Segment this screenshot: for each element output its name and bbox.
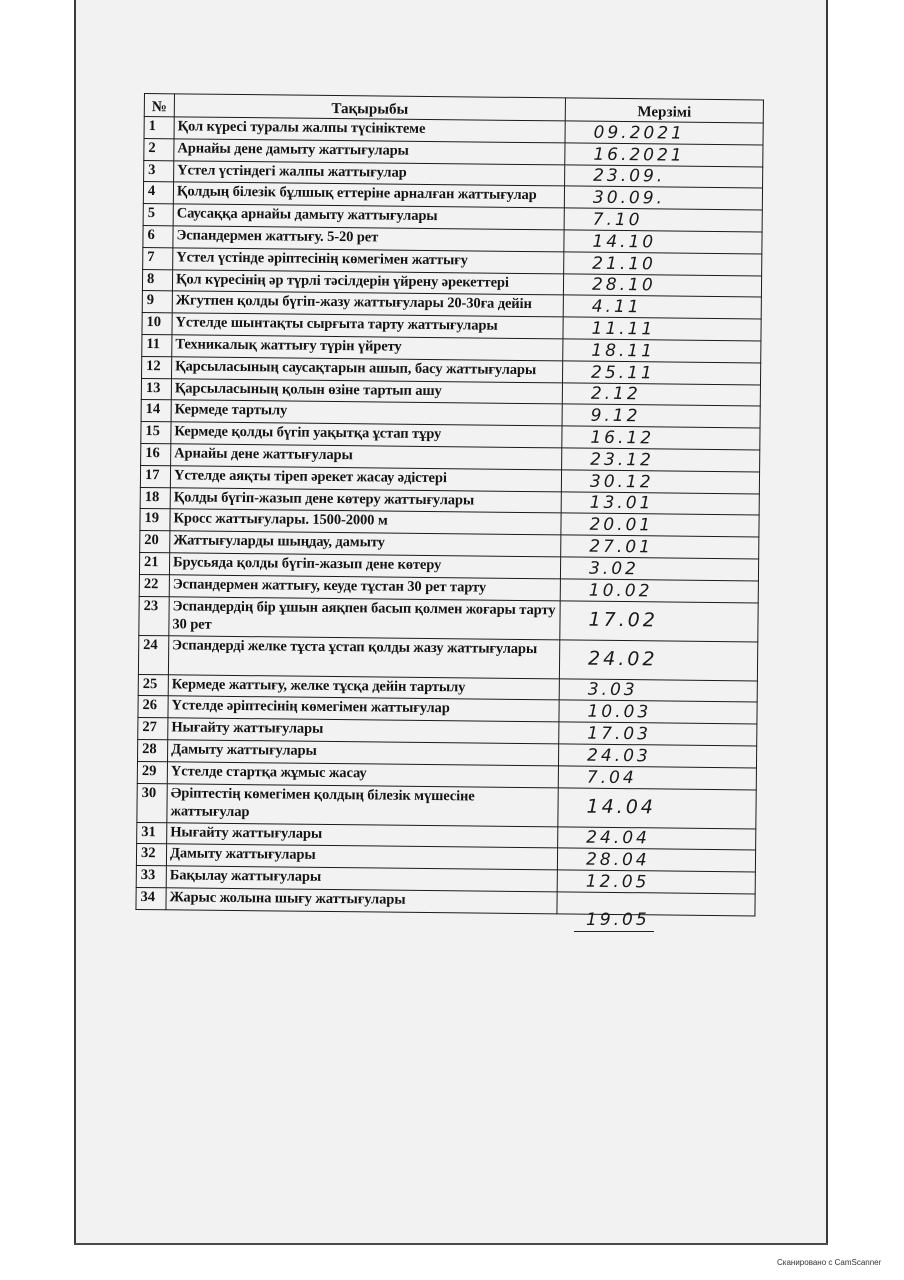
- row-topic: Қарсыласының саусақтарын ашып, басу жаттығулары: [172, 357, 563, 383]
- row-date: 25.11: [562, 361, 760, 385]
- row-number: 34: [136, 887, 166, 909]
- row-topic: Бақылау жаттығулары: [166, 866, 557, 892]
- row-number: 30: [137, 783, 167, 822]
- page-border-right: [826, 0, 828, 1245]
- row-topic: Кермеде тартылу: [171, 400, 562, 426]
- row-topic: Эспандерді желке тұста ұстап қолды жазу жаттығулары: [168, 635, 559, 678]
- row-topic: Нығайту жаттығулары: [168, 718, 559, 744]
- row-topic: Саусаққа арнайы дамыту жаттығулары: [173, 204, 564, 230]
- row-topic: Қол күресінің әр түрлі тәсілдерін үйрену әрекеттері: [172, 269, 563, 295]
- row-number: 2: [144, 138, 174, 160]
- row-topic: Қарсыласының қолын өзіне тартып ашу: [171, 378, 562, 404]
- row-topic: Эспандермен жаттығу, кеуде тұстан 30 рет тарту: [169, 575, 560, 601]
- row-date: 23.09.: [565, 165, 763, 189]
- row-topic: Нығайту жаттығулары: [167, 822, 558, 848]
- row-date: 9.12: [562, 404, 760, 428]
- row-topic: Әріптестің көмегімен қолдың білезік мүшесіне жаттығулар: [167, 783, 558, 826]
- row-date: 20.01: [561, 513, 759, 537]
- row-number: 10: [142, 313, 172, 335]
- row-topic: Үстелде шынтақты сырғыта тарту жаттығулары: [172, 313, 563, 339]
- row-date: 10.03: [559, 700, 757, 724]
- row-date: 18.11: [563, 339, 761, 363]
- row-number: 31: [137, 822, 167, 844]
- row-number: 20: [140, 531, 170, 553]
- handwritten-date-extra: 19.05: [586, 910, 650, 930]
- row-date: 7.10: [564, 208, 762, 232]
- row-topic: Қолдың білезік бұлшық еттеріне арналған жаттығулар: [173, 182, 564, 208]
- row-topic: Жгутпен қолды бүгіп-жазу жаттығулары 20-30ға дейін: [172, 291, 563, 317]
- header-topic: Тақырыбы: [174, 94, 565, 121]
- row-topic: Арнайы дене дамыту жаттығулары: [174, 139, 565, 165]
- row-number: 9: [142, 291, 172, 313]
- row-topic: Кермеде жаттығу, желке тұсқа дейін тартылу: [168, 674, 559, 700]
- table-row: [139, 596, 758, 641]
- row-number: 16: [141, 443, 171, 465]
- row-date: 7.04: [558, 766, 756, 790]
- row-date: 16.2021: [565, 143, 763, 167]
- row-number: 22: [139, 574, 169, 596]
- table-row: [138, 635, 757, 680]
- row-number: 3: [144, 160, 174, 182]
- scanner-watermark: Сканировано с CamScanner: [777, 1258, 882, 1267]
- row-date: 2.12: [562, 382, 760, 406]
- row-number: 21: [139, 552, 169, 574]
- header-date: Мерзімі: [565, 98, 763, 123]
- row-date: 4.11: [563, 295, 761, 319]
- row-date: 3.02: [560, 557, 758, 581]
- row-date: 3.03: [559, 678, 757, 702]
- page-border-bottom: [74, 1243, 828, 1245]
- row-date: 24.02: [559, 639, 757, 680]
- row-number: 29: [137, 761, 167, 783]
- row-topic: Үстелде аяқты тіреп әрекет жасау әдістері: [170, 466, 561, 492]
- row-topic: Дамыту жаттығулары: [166, 844, 557, 870]
- row-date: 21.10: [564, 252, 762, 276]
- row-topic: Жаттығуларды шыңдау, дамыту: [170, 531, 561, 557]
- row-topic: Эспандердің бір ұшын аяқпен басып қолмен жоғары тарту 30 рет: [169, 596, 560, 639]
- row-date: 28.04: [557, 848, 755, 872]
- row-number: 6: [143, 225, 173, 247]
- row-number: 18: [140, 487, 170, 509]
- row-date: 16.12: [562, 426, 760, 450]
- schedule-table: [135, 93, 764, 916]
- row-topic: Техникалық жаттығу түрін үйрету: [172, 335, 563, 361]
- row-number: 17: [140, 465, 170, 487]
- row-topic: Жарыс жолына шығу жаттығулары: [166, 888, 557, 914]
- row-number: 11: [142, 334, 172, 356]
- row-number: 25: [138, 674, 168, 696]
- row-date: 27.01: [561, 535, 759, 559]
- row-number: 7: [143, 247, 173, 269]
- row-date: 30.09.: [564, 186, 762, 210]
- row-number: 14: [141, 400, 171, 422]
- row-number: 19: [140, 509, 170, 531]
- row-date: 30.12: [561, 470, 759, 494]
- row-date: 28.10: [563, 273, 761, 297]
- row-number: 15: [141, 422, 171, 444]
- row-topic: Қол күресі туралы жалпы түсініктеме: [174, 117, 565, 143]
- row-number: 26: [138, 696, 168, 718]
- row-number: 4: [143, 182, 173, 204]
- row-number: 24: [138, 635, 168, 674]
- row-topic: Үстелде әріптесінің көмегімен жаттығулар: [168, 696, 559, 722]
- row-date: 17.03: [559, 722, 757, 746]
- row-number: 12: [142, 356, 172, 378]
- row-topic: Арнайы дене жаттығулары: [171, 444, 562, 470]
- row-topic: Дамыту жаттығулары: [168, 740, 559, 766]
- row-date: 24.04: [558, 826, 756, 850]
- row-topic: Кермеде қолды бүгіп уақытқа ұстап тұру: [171, 422, 562, 448]
- row-topic: Үстел үстіндегі жалпы жаттығулар: [174, 160, 565, 186]
- row-date: 09.2021: [565, 121, 763, 145]
- row-number: 32: [136, 844, 166, 866]
- row-topic: Үстелде стартқа жұмыс жасау: [167, 762, 558, 788]
- row-topic: Қолды бүгіп-жазып дене көтеру жаттығулары: [170, 487, 561, 513]
- table-row: [137, 783, 756, 828]
- row-date: 14.04: [558, 787, 756, 828]
- row-number: 28: [138, 739, 168, 761]
- row-date: 13.01: [561, 491, 759, 515]
- row-date: 17.02: [560, 600, 758, 641]
- row-number: 5: [143, 204, 173, 226]
- row-number: 8: [142, 269, 172, 291]
- page-border-left: [74, 0, 76, 1245]
- row-number: 33: [136, 866, 166, 888]
- row-date: 12.05: [557, 870, 755, 894]
- row-topic: Кросс жаттығулары. 1500-2000 м: [170, 509, 561, 535]
- row-topic: Брусьяда қолды бүгіп-жазып дене көтеру: [169, 553, 560, 579]
- row-date: 24.03: [558, 744, 756, 768]
- header-num: №: [144, 94, 174, 117]
- row-date: 11.11: [563, 317, 761, 341]
- date-underline: [574, 931, 654, 932]
- row-number: 1: [144, 117, 174, 139]
- row-number: 13: [141, 378, 171, 400]
- row-date: 10.02: [560, 579, 758, 603]
- row-date: 14.10: [564, 230, 762, 254]
- row-topic: Үстел үстінде әріптесінің көмегімен жаттығу: [173, 248, 564, 274]
- row-topic: Эспандермен жаттығу. 5-20 рет: [173, 226, 564, 252]
- row-date: 23.12: [562, 448, 760, 472]
- row-number: 27: [138, 718, 168, 740]
- row-number: 23: [139, 596, 169, 635]
